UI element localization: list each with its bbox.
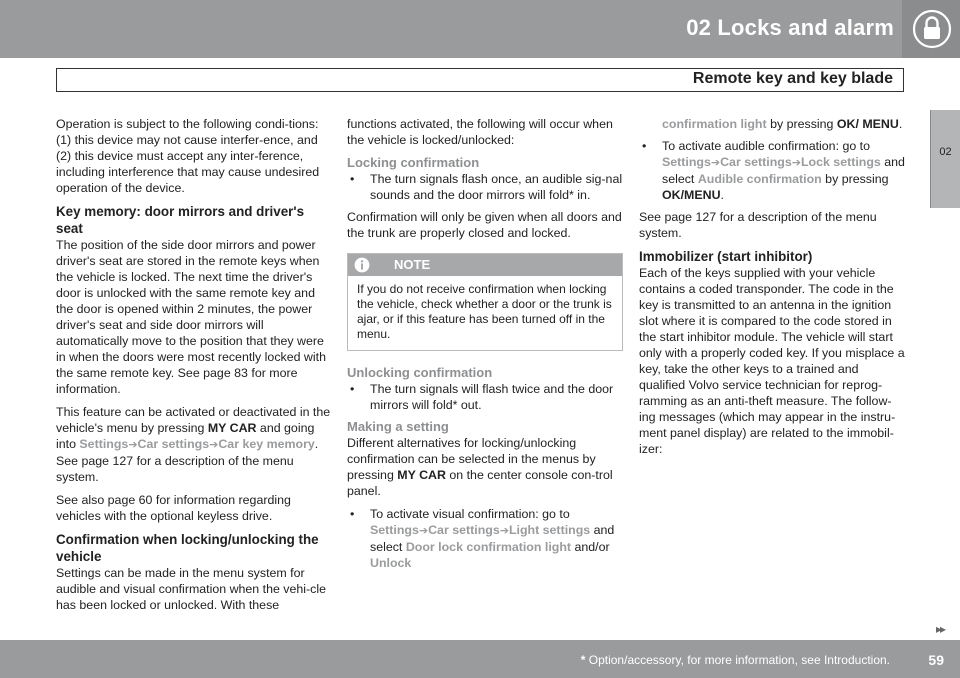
text-run: and select	[662, 155, 905, 186]
bullet-text	[662, 139, 905, 202]
note-label: NOTE	[394, 257, 431, 272]
arrow-icon: ➔	[710, 157, 721, 169]
making-setting-paragraph	[347, 435, 623, 499]
key-memory-menu-paragraph	[56, 404, 332, 485]
next-page-icon: ▸▸	[935, 622, 944, 636]
chapter-side-tab-label: 02	[939, 146, 952, 158]
text-run: and select	[370, 523, 615, 554]
text-run: and going into	[56, 421, 315, 451]
text-run: To activate visual confirmation: go to	[370, 507, 570, 521]
fcc-paragraph: Operation is subject to the following condi-tions: (1) this device may not cause interfer-ence, and (2) this device must accept any inter-ference, including interference that may cause undesired operation of the device.	[56, 117, 320, 195]
footer-note-text: Option/accessory, for more information, see Introduction.	[588, 653, 890, 667]
bullet-icon: •	[642, 139, 647, 153]
footer-note	[581, 653, 890, 667]
page-header	[0, 0, 960, 58]
bullet-icon: •	[350, 382, 355, 396]
page-footer	[0, 640, 960, 678]
asterisk: *	[580, 653, 586, 667]
list-item	[347, 171, 623, 203]
chapter-side-tab	[930, 110, 960, 208]
key-my-car: MY CAR	[207, 421, 257, 435]
menu-system-paragraph: See page 127 for a description of the menu system.	[639, 210, 877, 240]
menu-confirmation-light: confirmation light	[662, 117, 767, 131]
text-run: Different alternatives for locking/unlocking confirmation can be selected in the menus by pressing	[347, 436, 596, 482]
menu-audible-confirmation: Audible confirmation	[697, 172, 822, 186]
note-box	[347, 253, 623, 351]
column-2	[347, 116, 623, 577]
arrow-icon: ➔	[418, 525, 429, 537]
column-1	[56, 116, 332, 620]
menu-settings: Settings	[662, 155, 711, 169]
functions-paragraph: functions activated, the following will occur when the vehicle is locked/unlocked:	[347, 117, 613, 147]
text-run: by pressing	[821, 172, 889, 186]
column-3	[639, 116, 907, 464]
menu-car-settings: Car settings	[428, 523, 500, 537]
heading-locking-confirmation: Locking confirmation	[347, 155, 480, 170]
text-run: .	[898, 117, 903, 131]
heading-confirmation: Confirmation when locking/unlocking the vehicle	[56, 532, 319, 564]
menu-door-lock-confirmation: Door lock confirmation light	[405, 540, 572, 554]
menu-unlock: Unlock	[370, 556, 412, 570]
section-bar	[56, 68, 904, 92]
chapter-title: 02 Locks and alarm	[686, 15, 894, 40]
confirmation-paragraph: Settings can be made in the menu system for audible and visual confirmation when the vehi-cle has been locked or unlocked. With these	[56, 566, 326, 612]
lock-icon-box	[902, 0, 960, 58]
bullet-text: The turn signals will flash twice and the door mirrors will fold* out.	[370, 382, 614, 412]
info-icon	[354, 257, 370, 273]
note-header	[348, 254, 622, 276]
key-my-car: MY CAR	[397, 468, 446, 482]
immobilizer-paragraph: Each of the keys supplied with your vehicle contains a coded transponder. The code in the key is transmitted to an antenna in the ignition slot where it is compared to the code stored in the start inhibitor module. The vehicle will start only with a properly coded key. If you misplace a key, take the other keys to a trained and qualified Volvo service technician for reprog-ramming as an anti-theft measure. The follow-ing messages (which may appear in the instru-ment panel display) are related to the immobil-izer:	[639, 266, 905, 456]
bullet-text	[370, 507, 614, 570]
arrow-icon: ➔	[209, 439, 219, 451]
list-item	[347, 381, 623, 413]
menu-lock-settings: Lock settings	[800, 155, 881, 169]
heading-unlocking-confirmation: Unlocking confirmation	[347, 365, 493, 380]
text-run: .	[720, 188, 724, 202]
list-item	[639, 138, 907, 203]
menu-settings: Settings	[370, 523, 419, 537]
menu-car-settings: Car settings	[137, 437, 210, 451]
menu-light-settings: Light settings	[508, 523, 591, 537]
text-run: by pressing	[766, 117, 837, 131]
confirmation-only-paragraph: Confirmation will only be given when all doors and the trunk are properly closed and locked.	[347, 210, 622, 240]
arrow-icon: ➔	[128, 439, 138, 451]
arrow-icon: ➔	[499, 525, 509, 537]
menu-car-settings: Car settings	[720, 155, 792, 169]
bullet-icon: •	[350, 507, 355, 521]
heading-making-setting: Making a setting	[347, 419, 449, 434]
text-run: This feature can be activated or deactivated in the vehicle's menu by pressing	[56, 405, 331, 435]
heading-immobilizer: Immobilizer (start inhibitor)	[639, 249, 813, 264]
bullet-text	[662, 117, 902, 131]
text-run: and/or	[571, 540, 610, 554]
list-item	[347, 506, 623, 571]
list-item-continued	[639, 116, 907, 132]
menu-car-key-memory: Car key memory	[218, 437, 315, 451]
section-title: Remote key and key blade	[692, 70, 893, 87]
menu-settings: Settings	[79, 437, 129, 451]
text-run: To activate audible confirmation: go to	[662, 139, 871, 153]
key-ok-menu: OK/MENU	[662, 188, 721, 202]
keyless-paragraph: See also page 60 for information regarding vehicles with the optional keyless drive.	[56, 493, 291, 523]
bullet-icon: •	[350, 172, 355, 186]
key-ok-menu: OK/ MENU	[836, 117, 899, 131]
key-memory-paragraph: The position of the side door mirrors and power driver's seat are stored in the remote keys when the vehicle is locked. The next time the driver's door is unlocked with the same remote key and the door is opened within 2 minutes, the power driver's seat and side door mirrors will automatically move to the position that they were in when the doors were most recently locked with the same remote key. See page 83 for more information.	[56, 238, 326, 396]
text-run: . See page 127 for a description of the menu system.	[56, 437, 319, 484]
lock-icon	[912, 9, 952, 49]
arrow-icon: ➔	[791, 157, 801, 169]
bullet-text: The turn signals flash once, an audible sig-nal sounds and the door mirrors will fold* in.	[370, 172, 623, 202]
page-number: 59	[928, 652, 944, 668]
note-text: If you do not receive confirmation when locking the vehicle, check whether a door or the trunk is ajar, or if this feature has been turned off in the menu.	[357, 282, 612, 341]
heading-key-memory: Key memory: door mirrors and driver's seat	[56, 204, 305, 236]
text-run: on the center console con-trol panel.	[347, 468, 613, 498]
